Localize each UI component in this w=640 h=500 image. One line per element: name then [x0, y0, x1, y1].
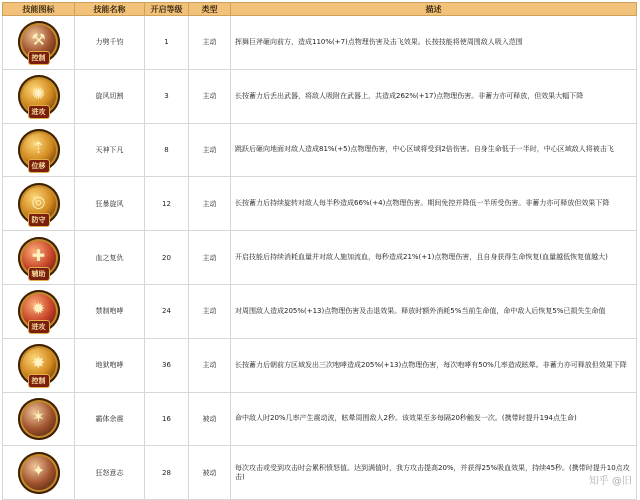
skill-name: 霸体余震 [75, 392, 145, 446]
skill-type: 被动 [189, 392, 231, 446]
table-row [3, 338, 637, 392]
skill-icon-cell [3, 69, 75, 123]
hell-roar-icon [18, 344, 60, 386]
table-row [3, 123, 637, 177]
skill-level: 12 [145, 177, 189, 231]
skill-description: 挥舞巨斧砸向前方，造成110%(+7)点物理伤害及击飞效果。长按技能将使周围敌人吸入范围 [231, 16, 637, 70]
skill-glyph: ⚒ [18, 30, 60, 49]
skill-level: 16 [145, 392, 189, 446]
skill-glyph: ✺ [18, 84, 60, 103]
skill-name: 禁制咆哮 [75, 284, 145, 338]
table-row [3, 392, 637, 446]
skill-level: 20 [145, 231, 189, 285]
skill-glyph: ✦ [18, 461, 60, 480]
skill-description: 长按蓄力后持续旋转对敌人每半秒造成66%(+4)点物理伤害。期间免控并降低一半所受伤害。非蓄力亦可释放但效果下降 [231, 177, 637, 231]
skill-tag-badge: 位移 [28, 159, 50, 173]
skill-glyph: ✚ [18, 246, 60, 265]
skill-description: 长按蓄力后朝前方区域发出三次咆哮造成205%(+13)点物理伤害，每次咆哮有50%几率造成眩晕。非蓄力亦可释放但效果下降 [231, 338, 637, 392]
skill-icon-cell [3, 284, 75, 338]
skill-level: 8 [145, 123, 189, 177]
table-row [3, 16, 637, 70]
watermark: 知乎 @旧 [589, 472, 632, 487]
table-row [3, 69, 637, 123]
skill-tag-badge: 控制 [28, 374, 50, 388]
skill-tag-badge: 进攻 [28, 105, 50, 119]
skill-icon-cell [3, 177, 75, 231]
skill-name: 旋风切割 [75, 69, 145, 123]
skill-type: 主动 [189, 177, 231, 231]
skill-icon-cell [3, 231, 75, 285]
skill-name: 狂暴旋风 [75, 177, 145, 231]
skill-level: 28 [145, 446, 189, 500]
skill-description: 对周围敌人造成205%(+13)点物理伤害及击退效果。释放时额外消耗5%当前生命值，命中敌人后恢复5%已损失生命值 [231, 284, 637, 338]
table-row [3, 231, 637, 285]
quake-icon [18, 398, 60, 440]
skill-type: 主动 [189, 123, 231, 177]
skill-description: 开启技能后持续消耗血量并对敌人施加流血，每秒造成21%(+1)点物理伤害，且自身获得生命恢复(血量越低恢复值越大) [231, 231, 637, 285]
skill-glyph: ◎ [18, 192, 60, 211]
skill-glyph: ✶ [18, 407, 60, 426]
header-desc: 描述 [231, 3, 637, 16]
skill-glyph: ✹ [18, 299, 60, 318]
skill-icon-cell [3, 16, 75, 70]
skill-description: 每次攻击或受到攻击时会累积愤怒值。达到满值时，我方攻击提高20%，并获得25%吸血效果，持续45秒。(携带时提升10点攻击) [231, 446, 637, 500]
skill-type: 主动 [189, 16, 231, 70]
skill-glyph: ⇡ [18, 138, 60, 157]
skill-type: 被动 [189, 446, 231, 500]
skill-tag-badge: 辅助 [28, 267, 50, 281]
roar-icon [18, 290, 60, 332]
skill-tag-badge: 进攻 [28, 320, 50, 334]
skill-level: 3 [145, 69, 189, 123]
header-icon: 技能图标 [3, 3, 75, 16]
table-row [3, 177, 637, 231]
skills-table [2, 2, 637, 500]
skill-tag-badge: 控制 [28, 51, 50, 65]
skill-icon-cell [3, 446, 75, 500]
skill-name: 地狱咆哮 [75, 338, 145, 392]
skill-name: 狂怒意志 [75, 446, 145, 500]
skill-type: 主动 [189, 69, 231, 123]
table-row [3, 446, 637, 500]
axe-icon [18, 21, 60, 63]
skill-name: 天神下凡 [75, 123, 145, 177]
skill-icon-cell [3, 392, 75, 446]
skill-description: 命中敌人时20%几率产生震动波，眩晕周围敌人2秒。该效果至多每隔20秒触发一次。(携带时提升194点生命) [231, 392, 637, 446]
skill-level: 1 [145, 16, 189, 70]
skill-icon-cell [3, 123, 75, 177]
skill-level: 24 [145, 284, 189, 338]
skill-glyph: ✸ [18, 353, 60, 372]
skill-type: 主动 [189, 231, 231, 285]
skill-description: 跳跃后砸向地面对敌人造成81%(+5)点物理伤害，中心区域将受到2倍伤害。自身生命低于一半时，中心区域敌人将被击飞 [231, 123, 637, 177]
header-name: 技能名称 [75, 3, 145, 16]
skill-type: 主动 [189, 284, 231, 338]
whirlwind-icon [18, 75, 60, 117]
skill-name: 力劈千钧 [75, 16, 145, 70]
skill-level: 36 [145, 338, 189, 392]
blood-icon [18, 237, 60, 279]
spin-icon [18, 183, 60, 225]
skill-icon-cell [3, 338, 75, 392]
header-type: 类型 [189, 3, 231, 16]
rage-icon [18, 452, 60, 494]
skill-description: 长按蓄力后丢出武器，将敌人吸附在武器上，共造成262%(+17)点物理伤害。非蓄力亦可释放，但效果大幅下降 [231, 69, 637, 123]
table-row [3, 284, 637, 338]
skill-tag-badge: 防守 [28, 213, 50, 227]
leap-icon [18, 129, 60, 171]
skill-name: 血之复仇 [75, 231, 145, 285]
skill-type: 主动 [189, 338, 231, 392]
header-level: 开启等级 [145, 3, 189, 16]
table-header-row [3, 3, 637, 16]
